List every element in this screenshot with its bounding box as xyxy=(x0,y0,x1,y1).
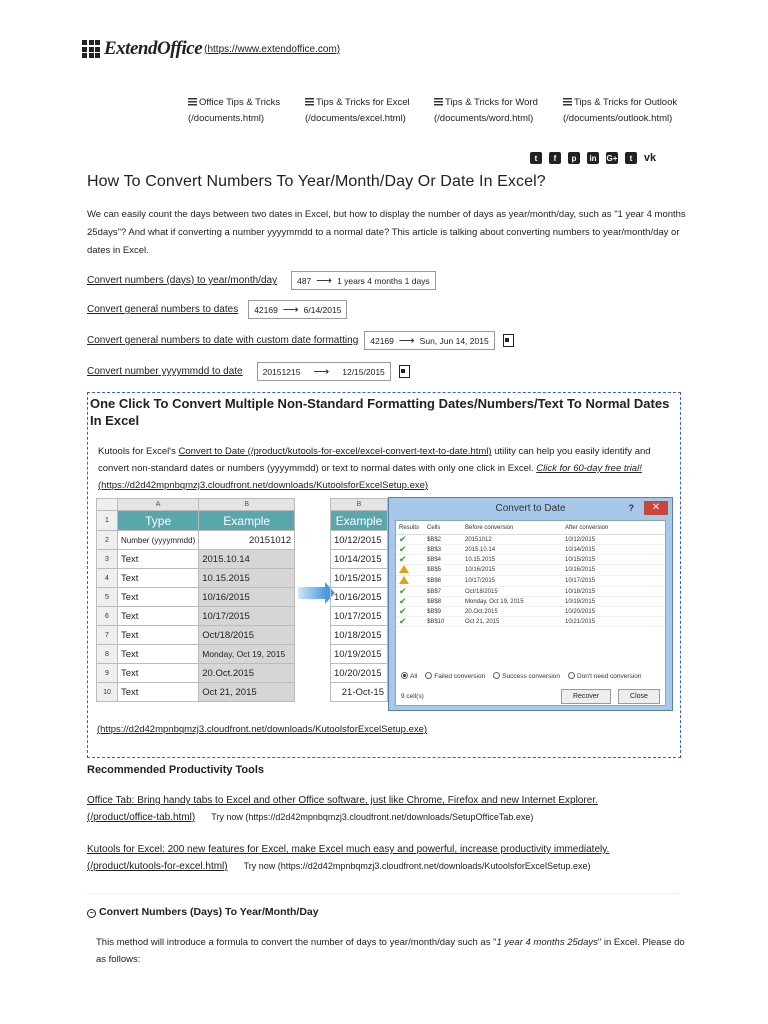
download-link[interactable]: (https://d2d42mpnbqmzj3.cloudfront.net/downloads/KutoolsforExcelSetup.exe) xyxy=(97,724,428,735)
row-number: 3 xyxy=(97,550,118,569)
conversion-cell: $B$7 xyxy=(424,587,462,597)
section-title xyxy=(87,906,319,918)
row-number: 7 xyxy=(97,626,118,645)
logo[interactable] xyxy=(82,38,340,60)
kutools-try-now[interactable]: Try now (https://d2d42mpnbqmzj3.cloudfront.net/downloads/KutoolsforExcelSetup.exe) xyxy=(243,861,591,871)
conversion-before: 10.15.2015 xyxy=(462,555,562,565)
video-icon[interactable] xyxy=(503,334,514,347)
recover-button[interactable]: Recover xyxy=(561,689,611,704)
vk-icon[interactable]: vk xyxy=(643,152,657,164)
check-icon: ✔ xyxy=(399,616,407,626)
facebook-icon[interactable]: f xyxy=(549,152,561,164)
collapse-icon[interactable]: − xyxy=(87,909,96,918)
promo-text xyxy=(98,443,674,494)
example-cell: 10.15.2015 xyxy=(199,569,295,588)
arrow-right-icon: ⟶ xyxy=(316,275,333,287)
toc-link[interactable]: Convert general numbers to dates xyxy=(87,304,239,315)
conversion-cell: $B$3 xyxy=(424,545,462,555)
recommended-title: Recommended Productivity Tools xyxy=(87,764,265,776)
result-cell: 10/14/2015 xyxy=(331,550,388,569)
type-cell: Text xyxy=(118,645,199,664)
intro-text: We can easily count the days between two dates in Excel, but how to display the number of days as year/month/day, such as "1 year 4 months 25days"? And what if converting a number yyyymmdd to a normal date? This article is talking about converting numbers to year/month/day or dates in Excel. xyxy=(87,209,686,256)
method-text-example: 1 year 4 months 25days xyxy=(496,937,598,948)
close-icon[interactable]: ✕ xyxy=(644,501,668,515)
source-spreadsheet xyxy=(96,498,295,702)
check-icon: ✔ xyxy=(399,554,407,564)
col-before: Before conversion xyxy=(462,521,562,535)
example-from: 487 xyxy=(297,275,312,286)
toc-link[interactable]: Convert general numbers to date with custom date formatting xyxy=(87,335,359,346)
nav-office-tips-label: Office Tips & Tricks xyxy=(199,97,281,108)
row-number: 6 xyxy=(97,607,118,626)
list-icon xyxy=(188,98,197,106)
example-to: 6/14/2015 xyxy=(303,304,342,315)
conversion-row xyxy=(396,555,665,565)
example-from: 42169 xyxy=(370,335,394,346)
promo-heading: One Click To Convert Multiple Non-Standard Formatting Dates/Numbers/Text To Normal Dates In Excel xyxy=(90,396,670,428)
list-icon xyxy=(434,98,443,106)
example-cell: Oct/18/2015 xyxy=(199,626,295,645)
conversion-before: 20151012 xyxy=(462,535,562,545)
nav-excel-tips[interactable] xyxy=(305,95,410,127)
filter-options xyxy=(401,672,641,680)
logo-url[interactable]: (https://www.extendoffice.com) xyxy=(204,43,341,55)
conversion-before: Oct 21, 2015 xyxy=(462,617,562,627)
nav-word-tips-url: (/documents/word.html) xyxy=(434,113,534,124)
nav-excel-tips-label: Tips & Tricks for Excel xyxy=(316,97,410,108)
nav-word-tips[interactable] xyxy=(434,95,538,127)
col-header-b: B xyxy=(331,499,388,511)
pinterest-icon[interactable]: p xyxy=(568,152,580,164)
page-title: How To Convert Numbers To Year/Month/Day Or Date In Excel? xyxy=(87,173,546,190)
conversion-cell: $B$8 xyxy=(424,597,462,607)
nav-outlook-tips-url: (/documents/outlook.html) xyxy=(563,113,673,124)
radio-dont-need[interactable]: Don't need conversion xyxy=(568,672,641,680)
result-cell: 21-Oct-15 xyxy=(331,683,388,702)
type-cell: Text xyxy=(118,664,199,683)
conversion-after: 10/20/2015 xyxy=(562,607,665,617)
result-cell: 10/12/2015 xyxy=(331,531,388,550)
toc-item-yyyymmdd[interactable] xyxy=(87,362,410,381)
conversion-after: 10/14/2015 xyxy=(562,545,665,555)
toc-item-days[interactable] xyxy=(87,271,436,290)
kutools-link[interactable]: (/product/kutools-for-excel.html) xyxy=(87,861,228,872)
example-header: Example xyxy=(199,511,295,531)
convert-to-date-link[interactable]: Convert to Date (/product/kutools-for-excel/excel-convert-text-to-date.html) xyxy=(178,446,492,457)
radio-failed[interactable]: Failed conversion xyxy=(425,672,485,680)
conversion-before: 20.Oct.2015 xyxy=(462,607,562,617)
result-cell: 10/15/2015 xyxy=(331,569,388,588)
nav-word-tips-label: Tips & Tricks for Word xyxy=(445,97,538,108)
toc-link[interactable]: Convert number yyyymmdd to date xyxy=(87,366,243,377)
corner-cell xyxy=(97,499,118,511)
video-icon[interactable] xyxy=(399,365,410,378)
section-title-text: Convert Numbers (Days) To Year/Month/Day xyxy=(99,906,319,918)
conversion-row xyxy=(396,607,665,617)
tumblr-icon[interactable]: t xyxy=(625,152,637,164)
result-cell: 10/19/2015 xyxy=(331,645,388,664)
conversion-row xyxy=(396,617,665,627)
convert-to-date-dialog xyxy=(388,497,673,711)
promo-text-mid: utility can help you easily identify and convert non-standard dates or numbers (yyyymmdd) or text to normal dates with only one click in Excel. xyxy=(98,446,651,474)
result-cell: 10/20/2015 xyxy=(331,664,388,683)
promo-text-pre: Kutools for Excel's xyxy=(98,446,179,457)
example-cell: 20.Oct.2015 xyxy=(199,664,295,683)
list-icon xyxy=(305,98,314,106)
example-cell: Monday, Oct 19, 2015 xyxy=(199,645,295,664)
dialog-title: Convert to Date xyxy=(495,503,566,514)
tool-kutools xyxy=(87,841,609,875)
row-number: 2 xyxy=(97,531,118,550)
kutools-text[interactable]: Kutools for Excel: 200 new features for Excel, make Excel much easy and powerful, increase productivity immediately. xyxy=(87,844,610,855)
conversion-before: 10/16/2015 xyxy=(462,565,562,576)
nav-outlook-tips[interactable] xyxy=(563,95,677,127)
free-trial-url[interactable]: (https://d2d42mpnbqmzj3.cloudfront.net/downloads/KutoolsforExcelSetup.exe) xyxy=(98,480,429,491)
result-cell: 10/16/2015 xyxy=(331,588,388,607)
conversion-after: 10/15/2015 xyxy=(562,555,665,565)
office-tab-link[interactable]: (/product/office-tab.html) xyxy=(87,812,196,823)
result-cell: 10/17/2015 xyxy=(331,607,388,626)
logo-grid-icon xyxy=(82,40,100,58)
type-cell: Text xyxy=(118,588,199,607)
example-cell: 2015.10.14 xyxy=(199,550,295,569)
conversion-table xyxy=(396,521,665,627)
conversion-after: 10/21/2015 xyxy=(562,617,665,627)
conversion-row xyxy=(396,565,665,576)
conversion-cell: $B$6 xyxy=(424,576,462,587)
conversion-after: 10/12/2015 xyxy=(562,535,665,545)
conversion-before: 2015.10.14 xyxy=(462,545,562,555)
example-cell: 20151012 xyxy=(199,531,295,550)
check-icon: ✔ xyxy=(399,534,407,544)
toc-item-general[interactable] xyxy=(87,300,347,319)
example-cell: Oct 21, 2015 xyxy=(199,683,295,702)
type-cell: Text xyxy=(118,683,199,702)
type-cell: Text xyxy=(118,607,199,626)
twitter-icon[interactable]: t xyxy=(530,152,542,164)
nav-office-tips-url: (/documents.html) xyxy=(188,113,265,124)
arrow-right-icon: ⟶ xyxy=(313,366,330,378)
conversion-row xyxy=(396,587,665,597)
arrow-right-icon xyxy=(298,587,326,599)
example-to: 1 years 4 months 1 days xyxy=(337,275,430,286)
example-from: 20151215 xyxy=(262,366,301,377)
result-spreadsheet xyxy=(330,498,388,702)
radio-all[interactable]: All xyxy=(401,672,417,680)
conversion-cell: $B$5 xyxy=(424,565,462,576)
type-cell: Text xyxy=(118,569,199,588)
conversion-after: 10/17/2015 xyxy=(562,576,665,587)
arrow-right-icon: ⟶ xyxy=(282,304,299,316)
row-number: 9 xyxy=(97,664,118,683)
check-icon: ✔ xyxy=(399,544,407,554)
col-results: Results xyxy=(396,521,424,535)
arrow-right-icon: ⟶ xyxy=(398,335,415,347)
office-tab-try-now[interactable]: Try now (https://d2d42mpnbqmzj3.cloudfront.net/downloads/SetupOfficeTab.exe) xyxy=(211,812,534,822)
radio-success[interactable]: Success conversion xyxy=(493,672,560,680)
col-after: After conversion xyxy=(562,521,665,535)
example-from: 42169 xyxy=(254,304,278,315)
conversion-after: 10/16/2015 xyxy=(562,565,665,576)
check-icon: ✔ xyxy=(399,606,407,616)
conversion-row xyxy=(396,597,665,607)
conversion-row xyxy=(396,535,665,545)
cells-count: 9 cell(s) xyxy=(401,693,424,700)
result-cell: 10/18/2015 xyxy=(331,626,388,645)
conversion-cell: $B$10 xyxy=(424,617,462,627)
row-number: 1 xyxy=(97,511,118,531)
col-header-a: A xyxy=(118,499,199,511)
divider xyxy=(87,893,679,894)
nav-excel-tips-url: (/documents/excel.html) xyxy=(305,113,406,124)
conversion-cell: $B$2 xyxy=(424,535,462,545)
conversion-row xyxy=(396,576,665,587)
example-box xyxy=(257,362,391,381)
check-icon: ✔ xyxy=(399,596,407,606)
method-text-pre: This method will introduce a formula to convert the number of days to year/month/day such as " xyxy=(96,937,497,948)
row-number: 4 xyxy=(97,569,118,588)
type-cell: Text xyxy=(118,550,199,569)
method-text-post: " in Excel. Please do as follows: xyxy=(96,937,685,965)
example-box xyxy=(364,331,494,350)
conversion-cell: $B$9 xyxy=(424,607,462,617)
close-button[interactable]: Close xyxy=(618,689,660,704)
example-cell: 10/16/2015 xyxy=(199,588,295,607)
tool-office-tab xyxy=(87,792,598,826)
example-to: 12/15/2015 xyxy=(342,366,385,377)
example-box xyxy=(291,271,436,290)
dialog-body xyxy=(395,520,666,706)
nav-office-tips[interactable] xyxy=(188,95,280,127)
social-bar xyxy=(530,152,656,164)
toc-link[interactable]: Convert numbers (days) to year/month/day xyxy=(87,275,278,286)
example-cell: 10/17/2015 xyxy=(199,607,295,626)
office-tab-text[interactable]: Office Tab: Bring handy tabs to Excel and other Office software, just like Chrome, Firefox and new Internet Explorer. xyxy=(87,795,598,806)
dialog-titlebar xyxy=(389,498,672,519)
conversion-after: 10/18/2015 xyxy=(562,587,665,597)
nav-outlook-tips-label: Tips & Tricks for Outlook xyxy=(574,97,678,108)
type-cell: Text xyxy=(118,626,199,645)
col-header-b: B xyxy=(199,499,295,511)
row-number: 8 xyxy=(97,645,118,664)
googleplus-icon[interactable]: G+ xyxy=(606,153,618,163)
logo-text: ExtendOffice xyxy=(104,38,203,59)
method-text xyxy=(96,934,686,968)
warning-icon xyxy=(399,565,409,573)
row-number: 10 xyxy=(97,683,118,702)
conversion-after: 10/19/2015 xyxy=(562,597,665,607)
warning-icon xyxy=(399,576,409,584)
row-number: 5 xyxy=(97,588,118,607)
conversion-cell: $B$4 xyxy=(424,555,462,565)
type-header: Type xyxy=(118,511,199,531)
example-to: Sun, Jun 14, 2015 xyxy=(419,335,489,346)
conversion-before: Monday, Oct 19, 2015 xyxy=(462,597,562,607)
check-icon: ✔ xyxy=(399,586,407,596)
col-cells: Cells xyxy=(424,521,462,535)
conversion-before: 10/17/2015 xyxy=(462,576,562,587)
example-box xyxy=(248,300,347,319)
type-cell: Number (yyyymmdd) xyxy=(118,531,199,550)
conversion-row xyxy=(396,545,665,555)
toc-item-custom[interactable] xyxy=(87,331,514,350)
free-trial-link[interactable]: Click for 60-day free trial! xyxy=(536,463,642,474)
list-icon xyxy=(563,98,572,106)
conversion-before: Oct/18/2015 xyxy=(462,587,562,597)
example-header: Example xyxy=(331,511,388,531)
help-icon[interactable]: ? xyxy=(628,503,634,513)
linkedin-icon[interactable]: in xyxy=(587,152,599,164)
